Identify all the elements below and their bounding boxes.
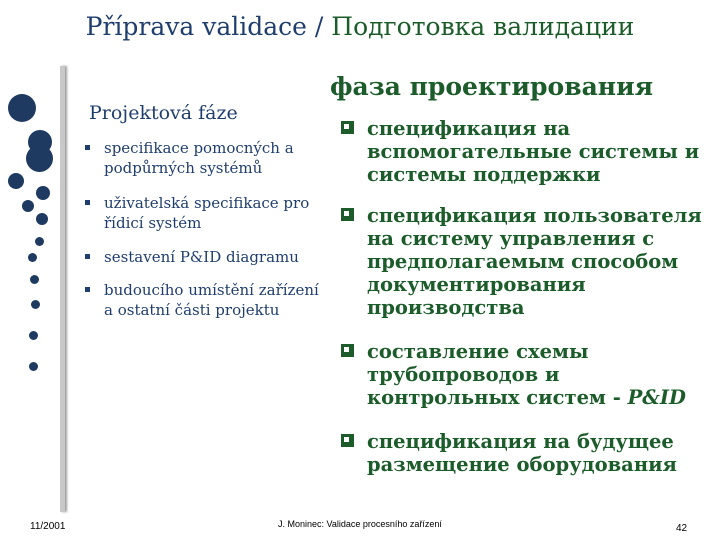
- decorative-dot-icon: [36, 213, 48, 225]
- right-list-item: спецификация на вспомогательные системы и системы поддержки: [340, 117, 710, 186]
- decorative-dot-icon: [29, 331, 38, 340]
- right-heading: фаза проектирования: [330, 72, 654, 101]
- square-bullet-icon: [85, 254, 90, 259]
- square-bullet-icon: [85, 287, 90, 292]
- title-czech: Příprava validace /: [85, 12, 324, 41]
- decorative-vertical-bar: [60, 66, 65, 512]
- right-list-item: спецификация пользователя на систему управления с предполагаемым способом документирования производства: [340, 204, 710, 319]
- footer-date: 11/2001: [30, 521, 66, 532]
- right-bullet-list: [340, 117, 710, 476]
- title-russian: Подготовка валидации: [331, 12, 635, 41]
- right-list-item: составление схемы трубопроводов и контрольных систем - P&ID: [340, 340, 710, 409]
- left-list-item: uživatelská specifikace pro řídicí systém: [82, 193, 322, 233]
- checkbox-bullet-icon: [341, 121, 354, 134]
- square-bullet-icon: [85, 200, 90, 205]
- square-bullet-icon: [85, 145, 90, 150]
- decorative-dot-icon: [36, 186, 50, 200]
- left-heading: Projektová fáze: [89, 102, 238, 124]
- checkbox-bullet-icon: [341, 434, 354, 447]
- checkbox-bullet-icon: [341, 344, 354, 357]
- decorative-dot-icon: [26, 145, 53, 172]
- slide-title: [0, 12, 720, 41]
- decorative-dot-icon: [30, 275, 39, 284]
- decorative-dot-icon: [29, 362, 38, 371]
- decorative-dot-icon: [31, 300, 40, 309]
- left-list-item: specifikace pomocných a podpůrných systémů: [82, 138, 322, 178]
- page-number: 42: [676, 523, 688, 534]
- left-list-item: sestavení P&ID diagramu: [82, 247, 322, 267]
- decorative-dot-icon: [35, 237, 44, 246]
- decorative-dot-icon: [8, 94, 36, 122]
- right-list-item: спецификация на будущее размещение оборудования: [340, 430, 710, 476]
- checkbox-bullet-icon: [341, 208, 354, 221]
- pid-abbreviation: P&ID: [627, 386, 686, 409]
- decorative-dot-icon: [28, 253, 37, 262]
- decorative-dot-icon: [8, 173, 24, 189]
- footer-author: J. Moninec: Validace procesního zařízení: [278, 519, 442, 529]
- left-bullet-list: [82, 138, 322, 320]
- left-list-item: budoucího umístění zařízení a ostatní části projektu: [82, 280, 322, 320]
- decorative-dot-icon: [22, 200, 34, 212]
